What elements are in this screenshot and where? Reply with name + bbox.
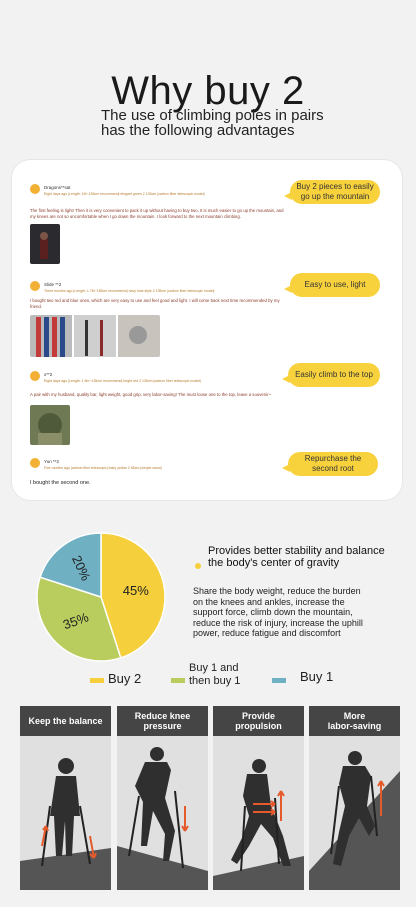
bubble-4-line-1: Repurchase the [304,454,362,463]
legend-buy2: Buy 2 [108,671,142,686]
panel-propulsion [213,706,304,890]
avatar [30,458,40,468]
panel-labor-saving [309,706,400,890]
panel-label [117,706,208,736]
benefit-body-line: support force, climb down the mountain, [193,607,353,617]
panel-label-line: propulsion [235,721,282,731]
benefit-headline-line-2: the body's center of gravity [208,557,340,569]
panel-label [309,706,400,736]
avatar [30,281,40,291]
bubble-2-line-1: Easy to use, light [304,280,366,289]
avatar [30,184,40,194]
legend-swatch-buy1then [171,678,185,683]
benefit-body-line: power, reduce fatigue and discomfort [193,628,341,638]
bubble-3-line-1: Easily climb to the top [295,370,373,379]
review-meta: Five months ago |carbon fiber telescopic| baby yellow 2 65cm |simple wand| [44,466,162,470]
review-user: Dragons**sat [44,185,71,190]
panel-label-line: Reduce knee [134,711,191,721]
bubble-1-line-1: Buy 2 pieces to easily [296,182,374,191]
hiker-labor-saving-icon [309,736,400,890]
subtitle-line-2: has the following advantages [101,122,295,139]
review-photos [30,315,160,357]
benefit-headline [208,545,398,569]
avatar [30,371,40,381]
page-title: Why buy 2 [111,68,305,113]
review-meta: Eight days ago |Length: 1M~135cm recommend| elegant green 2 135cm |carbon fiber telescopic model| [44,192,205,196]
panel-label-line: Keep the balance [28,716,103,726]
bubble-1-line-2: go up the mountain [300,192,370,201]
benefit-body-line: on the knees and ankles, increase the [193,596,345,607]
subtitle-line-1: The use of climbing poles in pairs [101,107,324,124]
benefit-body-line: Share the body weight, reduce the burden [193,586,361,596]
hiker-propulsion-icon [213,736,304,890]
bubble-4-line-2: second root [312,464,354,473]
panel-label-line: More [343,711,366,721]
pie-label: 45% [122,582,149,598]
panel-label [213,706,304,736]
review-user: Slide **2 [44,282,62,287]
bubble-4 [288,452,378,476]
legend-buy1then [189,662,240,688]
reviews-card [12,160,402,500]
hiker-knee-icon [117,736,208,890]
review-photo [30,405,70,445]
pie-label: 20% [68,553,94,584]
legend-buy1then-line-2: then buy 1 [189,675,241,687]
bubble-1 [290,180,380,204]
legend-buy1: Buy 1 [300,669,334,684]
pie-chart [36,522,166,672]
legend-swatch-buy2 [90,678,104,683]
panel-reduce-knee [117,706,208,890]
review-photo [30,224,60,264]
benefit-body [193,586,393,639]
benefit-headline-line-1: Provides better stability and balance [208,545,385,557]
benefit-body-line: reduce the risk of injury, increase the uphill [193,617,363,628]
review-user: x**2 [44,372,53,377]
subtitle [101,108,324,138]
review-meta: Eight days ago |Length: 1.6m~135cm recommend| bright red 2 135cm |carbon fiber telescopic model| [44,379,201,383]
review-text: I bought two red and blue ones, which are very easy to use and feel good and light. I will come back next time recommended by my friend. [30,298,280,309]
bubble-2 [290,273,380,297]
review-text: I bought the second one. [30,480,91,486]
review-text: The first feeling is light! Then it is very convenient to pack it up without having to buy two. It is much easier to go up the mountain, and my knees are not so uncomfortable when I go down the mountain. I look forward to the next mountain climbing. [30,208,284,219]
panel-label-line: pressure [143,721,182,731]
review-user: Yun **2 [44,459,60,464]
bubble-3 [288,363,380,387]
bullet-dot [195,563,201,569]
panel-label [20,706,111,736]
review-text: A pair with my husband, quality bar, light weight, good grip, very labor-saving! The must loose one to the top, leave a souvenir~ [30,392,272,397]
legend-buy1then-line-1: Buy 1 and [189,662,239,674]
hiker-balance-icon [20,736,111,890]
panel-label-line: Provide [241,711,275,721]
review-meta: Three months ago |Length: 1.7M~185cm recommend| navy blue style 2 135cm |carbon fiber telescopic model| [44,289,215,293]
panel-keep-balance [20,706,111,890]
legend-swatch-buy1 [272,678,286,683]
pie-label: 35% [60,609,91,633]
panel-label-line: labor-saving [327,721,382,731]
